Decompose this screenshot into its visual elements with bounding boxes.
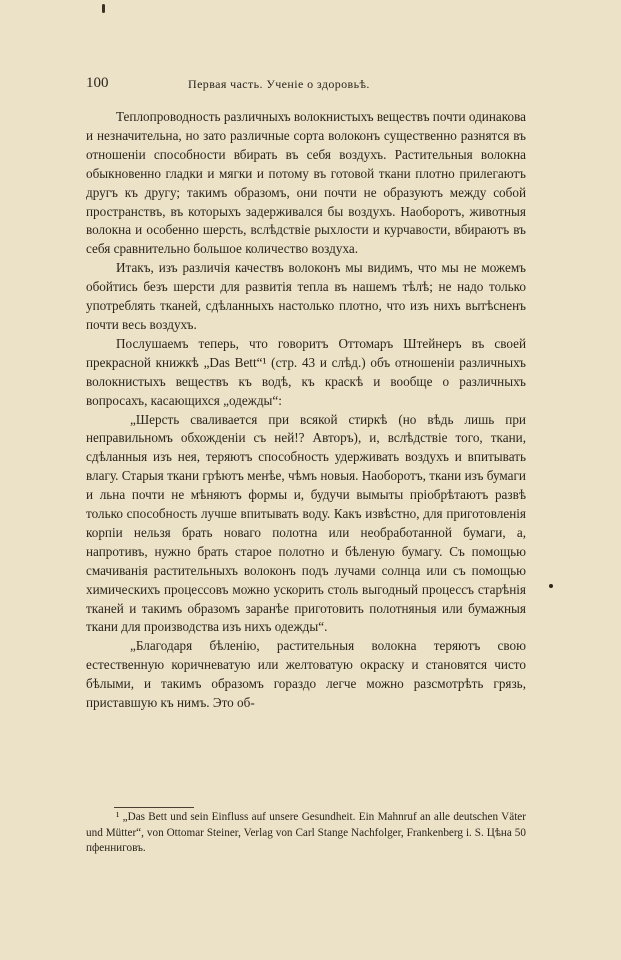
paragraph: Итакъ, изъ различiя качествъ волоконъ мы видимъ, что мы не можемъ обойтись безъ шерсти для развитiя тепла въ нашемъ тѣлѣ; не надо только употреблять тканей, сдѣланныхъ настолько плотно, что изъ нихъ вытѣсненъ почти весь воздухъ. <box>86 260 526 332</box>
quoted-paragraph: „Благодаря бѣленiю, растительныя волокна теряютъ свою естественную коричневатую или желтоватую окраску и становятся чисто бѣлыми, и такимъ образомъ гораздо легче можно разсмотрѣть грязь, приставшую къ нимъ. Это об- <box>86 638 526 711</box>
paragraph: Послушаемъ теперь, что говоритъ Оттомаръ Штейнеръ въ своей прекрасной книжкѣ „Das Bett“¹ (стр. 43 и слѣд.) объ отношенiи различныхъ волокнистыхъ веществъ къ водѣ, къ краскѣ и вообще о различныхъ вопросахъ, касающихся „одежды“: <box>86 335 526 408</box>
paragraph: Теплопроводность различныхъ волокнистыхъ веществъ почти одинакова и незначительна, но зато различные сорта волоконъ существенно разнятся въ отношенiи способности вбирать въ себя воздухъ. Растительныя волокна обыкновенно гладки и мягки и потому въ готовой ткани плотно прилегаютъ другъ къ другу; такимъ образомъ, они почти не образуютъ между собой пространствъ, въ которыхъ задерживался бы воздухъ. Наоборотъ, животныя волокна и особенно шерсть, вслѣдствiе рыхлости и курчавости, вбираютъ въ себя сравнительно большое количество воздуха. <box>86 109 526 257</box>
ink-blot-mark <box>102 4 105 13</box>
footnote: ¹ „Das Bett und sein Einfluss auf unsere Gesundheit. Ein Mahnruf an alle deutschen Väter und Mütter“, von Ottomar Steiner, Verlag von Carl Stange Nachfolger, Frankenberg i. S. Цѣна 50 пфенниговъ. <box>86 811 526 854</box>
running-title: Первая часть. Ученiе о здоровьѣ. <box>188 77 370 91</box>
body-text <box>86 108 526 713</box>
ink-speck-mark <box>549 584 553 588</box>
quoted-paragraph: „Шерсть сваливается при всякой стиркѣ (но вѣдь лишь при неправильномъ обхожденiи съ ней!? Авторъ), и, вслѣдствiе того, ткани, сдѣланныя изъ нея, теряютъ способность удерживать воздухъ и впитывать влагу. Старыя ткани грѣютъ менѣе, чѣмъ новыя. Наоборотъ, ткани изъ бумаги и льна почти не мѣняютъ формы и, будучи вымыты прiобрѣтаютъ развѣ только способность лучше впитывать воду. Какъ извѣстно, для приготовленiя корпiи нельзя брать новаго полотна или необработанной бумаги, а, напротивъ, нужно брать старое полотно и бѣленую бумагу. Съ помощью смачиванiя растительныхъ волоконъ подъ лучами солнца или съ помощью химическихъ процессовъ можно ускорить столь выгодный процессъ старѣнiя тканей и такимъ образомъ заранѣе приготовить полотняныя или бумажныя ткани для производства изъ нихъ одежды“. <box>86 411 526 635</box>
footnote-divider <box>114 807 194 808</box>
page-number: 100 <box>86 75 109 91</box>
